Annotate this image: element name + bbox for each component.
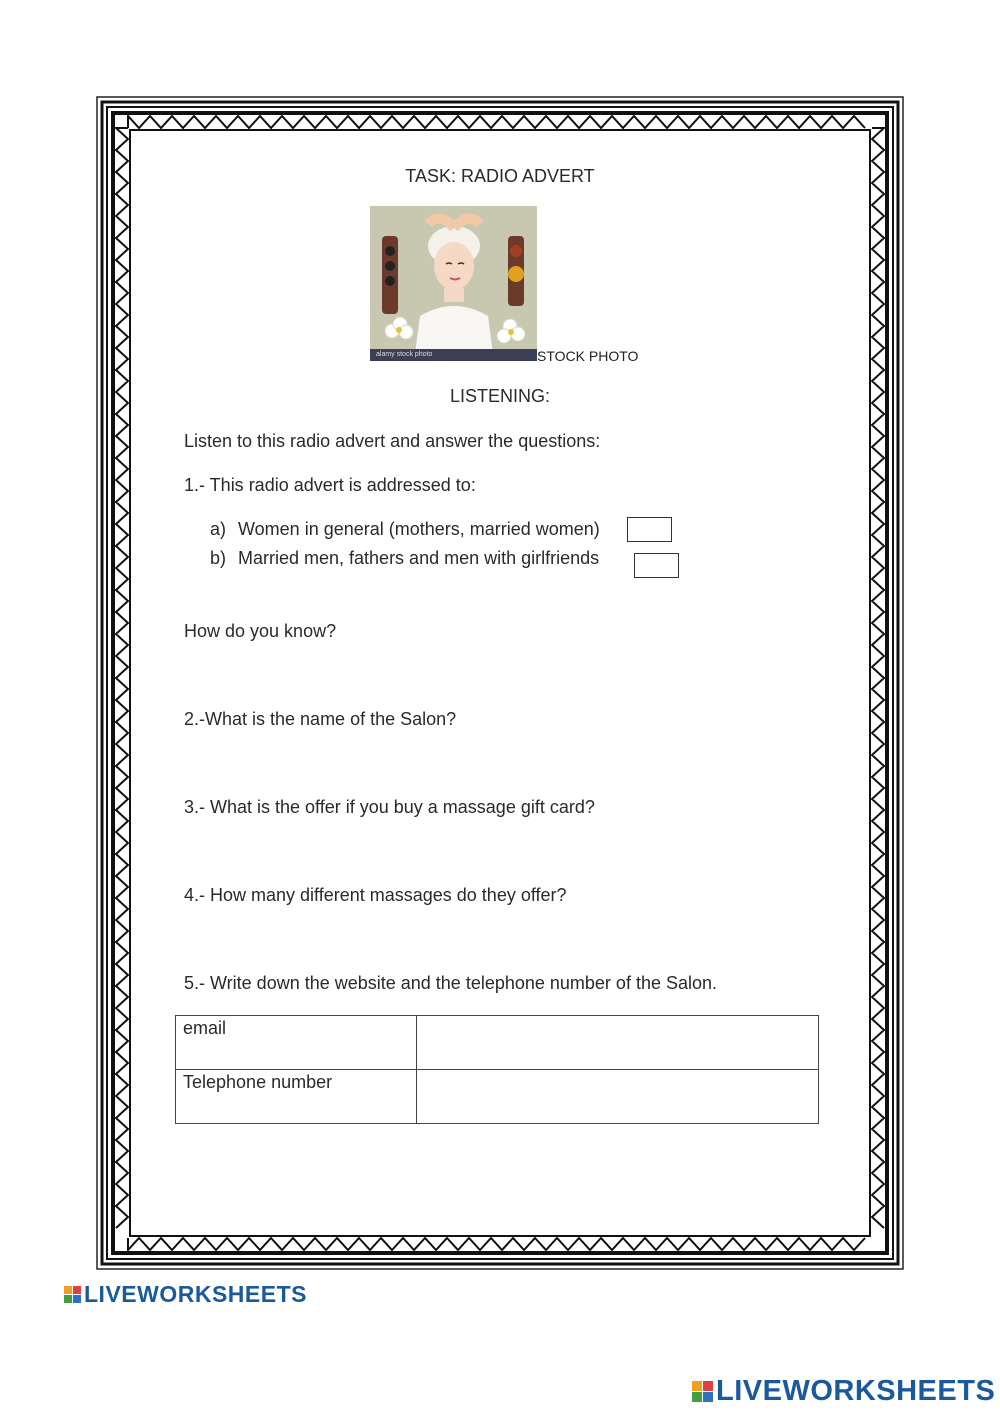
telephone-answer-field[interactable] (417, 1070, 819, 1124)
option-a-checkbox[interactable] (627, 517, 672, 542)
section-heading: LISTENING: (449, 386, 551, 406)
option-b-checkbox[interactable] (634, 553, 679, 578)
liveworksheets-logo (64, 1281, 307, 1308)
logo-icon (692, 1381, 713, 1402)
contact-table (175, 1015, 819, 1124)
option-b-text: Married men, fathers and men with girlfriends (238, 548, 600, 568)
question-3: 3.- What is the offer if you buy a massage gift card? (184, 797, 595, 817)
question-1: 1.- This radio advert is addressed to: (184, 475, 476, 495)
table-row (176, 1070, 819, 1124)
table-row (176, 1016, 819, 1070)
question-2: 2.-What is the name of the Salon? (184, 709, 457, 729)
liveworksheets-logo-footer (692, 1375, 995, 1408)
question-1-follow-up: How do you know? (184, 621, 337, 641)
logo-text: LIVEWORKSHEETS (84, 1281, 307, 1307)
worksheet-title: TASK: RADIO ADVERT (405, 166, 595, 186)
telephone-label: Telephone number (176, 1070, 417, 1124)
option-b-letter: b) (210, 548, 227, 568)
spa-photo (370, 206, 537, 361)
stock-photo-label: STOCK PHOTO (537, 348, 639, 364)
question-4: 4.- How many different massages do they offer? (184, 885, 567, 905)
email-answer-field[interactable] (417, 1016, 819, 1070)
email-label: email (176, 1016, 417, 1070)
option-a-text: Women in general (mothers, married women) (238, 519, 600, 539)
logo-text: LIVEWORKSHEETS (716, 1375, 996, 1407)
instruction-text: Listen to this radio advert and answer the questions: (184, 431, 601, 451)
question-5: 5.- Write down the website and the telephone number of the Salon. (184, 973, 718, 993)
logo-icon (64, 1286, 81, 1303)
photo-caption: alamy stock photo (370, 349, 537, 361)
option-a-letter: a) (210, 519, 227, 539)
